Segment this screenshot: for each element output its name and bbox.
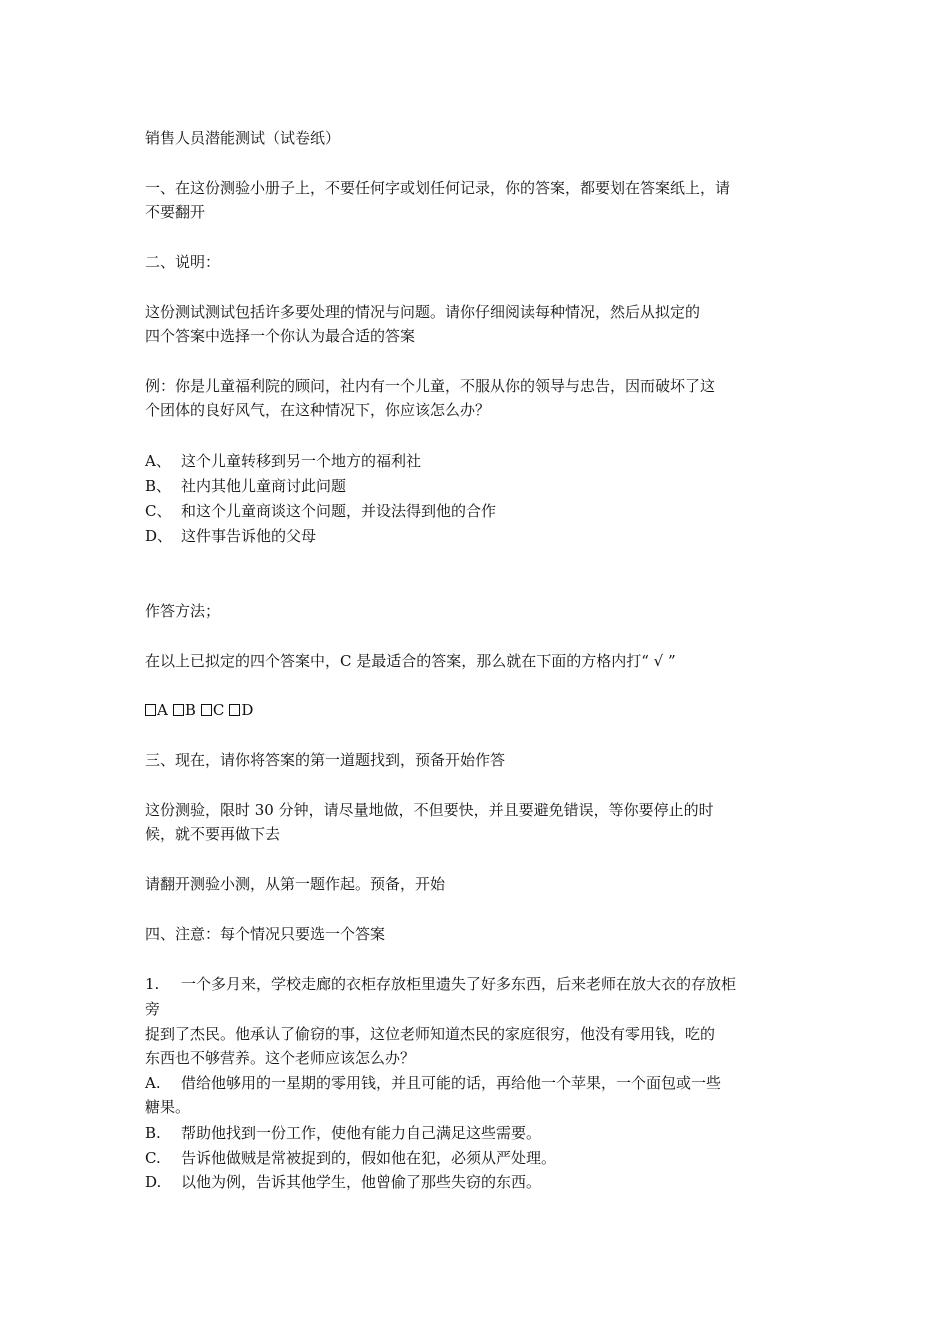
option-letter: A、: [145, 452, 171, 470]
question1-option: [145, 1148, 556, 1168]
document-title: 销售人员潜能测试（试卷纸）: [145, 129, 341, 147]
checkbox-label: C: [212, 701, 225, 719]
option-letter: D、: [145, 527, 173, 545]
answer-method-heading: 作答方法；: [145, 602, 221, 620]
question-text: 一个多月来，学校走廊的衣柜存放柜里遗失了好多东西，后来老师在放大衣的存放柜: [181, 975, 737, 993]
question1-option-continued: 糖果。: [145, 1098, 191, 1116]
example-option: [145, 451, 421, 471]
section4-heading: 四、注意：每个情况只要选一个答案: [145, 925, 386, 943]
option-text: 这件事告诉他的父母: [181, 527, 317, 545]
answer-method-text: 在以上已拟定的四个答案中，C 是最适合的答案，那么就在下面的方格内打“ √ ”: [145, 652, 676, 670]
option-letter: A.: [145, 1074, 161, 1092]
question1-line2: 旁: [145, 1000, 161, 1018]
question1-option: [145, 1073, 721, 1093]
answer-boxes: [145, 700, 256, 720]
option-letter: C、: [145, 502, 172, 520]
option-text: 这个儿童转移到另一个地方的福利社: [181, 452, 422, 470]
checkbox-label: A: [157, 701, 168, 719]
example-question-line1: 例：你是儿童福利院的顾问，社内有一个儿童，不服从你的领导与忠告，因而破坏了这: [145, 377, 716, 395]
option-letter: D.: [145, 1173, 162, 1191]
question1-line1: [145, 974, 736, 994]
checkbox-d[interactable]: [229, 704, 240, 716]
option-text: 社内其他儿童商讨此问题: [181, 477, 347, 495]
question1-line3: 捉到了杰民。他承认了偷窃的事，这位老师知道杰民的家庭很穷，他没有零用钱，吃的: [145, 1025, 716, 1043]
option-letter: B、: [145, 477, 172, 495]
option-text: 和这个儿童商谈这个问题，并设法得到他的合作: [181, 502, 497, 520]
option-text: 帮助他找到一份工作，使他有能力自己满足这些需要。: [181, 1124, 542, 1142]
question1-option: [145, 1123, 541, 1143]
checkbox-b[interactable]: [173, 704, 184, 716]
section3-line2: 候，就不要再做下去: [145, 825, 281, 843]
option-letter: B.: [145, 1124, 161, 1142]
option-letter: C.: [145, 1149, 161, 1167]
section3-line3: 请翻开测验小测，从第一题作起。预备，开始: [145, 875, 446, 893]
example-question-line2: 个团体的良好风气，在这种情况下，你应该怎么办？: [145, 401, 491, 419]
section3-line1: 这份测验，限时 30 分钟，请尽量地做，不但要快，并且要避免错误，等你要停止的时: [145, 801, 714, 819]
option-text: 告诉他做贼是常被捉到的，假如他在犯，必须从严处理。: [181, 1149, 557, 1167]
section2-desc-line2: 四个答案中选择一个你认为最合适的答案: [145, 327, 416, 345]
section2-heading: 二、说明：: [145, 253, 221, 271]
example-option: [145, 501, 496, 521]
checkbox-label: B: [184, 701, 196, 719]
option-text: 借给他够用的一星期的零用钱，并且可能的话，再给他一个苹果，一个面包或一些: [181, 1074, 722, 1092]
section1-line1: 一、在这份测验小册子上，不要任何字或划任何记录，你的答案，都要划在答案纸上，请: [145, 179, 731, 197]
question-number: 1.: [145, 975, 160, 993]
section1-line2: 不要翻开: [145, 203, 206, 221]
checkbox-c[interactable]: [201, 704, 212, 716]
section3-heading: 三、现在，请你将答案的第一道题找到，预备开始作答: [145, 751, 506, 769]
example-option: [145, 476, 346, 496]
checkbox-a[interactable]: [145, 704, 156, 716]
example-option: [145, 526, 316, 546]
question1-option: [145, 1172, 541, 1192]
question1-line4: 东西也不够营养。这个老师应该怎么办？: [145, 1049, 416, 1067]
option-text: 以他为例，告诉其他学生，他曾偷了那些失窃的东西。: [181, 1173, 542, 1191]
checkbox-label: D: [241, 701, 254, 719]
section2-desc-line1: 这份测试测试包括许多要处理的情况与问题。请你仔细阅读每种情况，然后从拟定的: [145, 303, 701, 321]
